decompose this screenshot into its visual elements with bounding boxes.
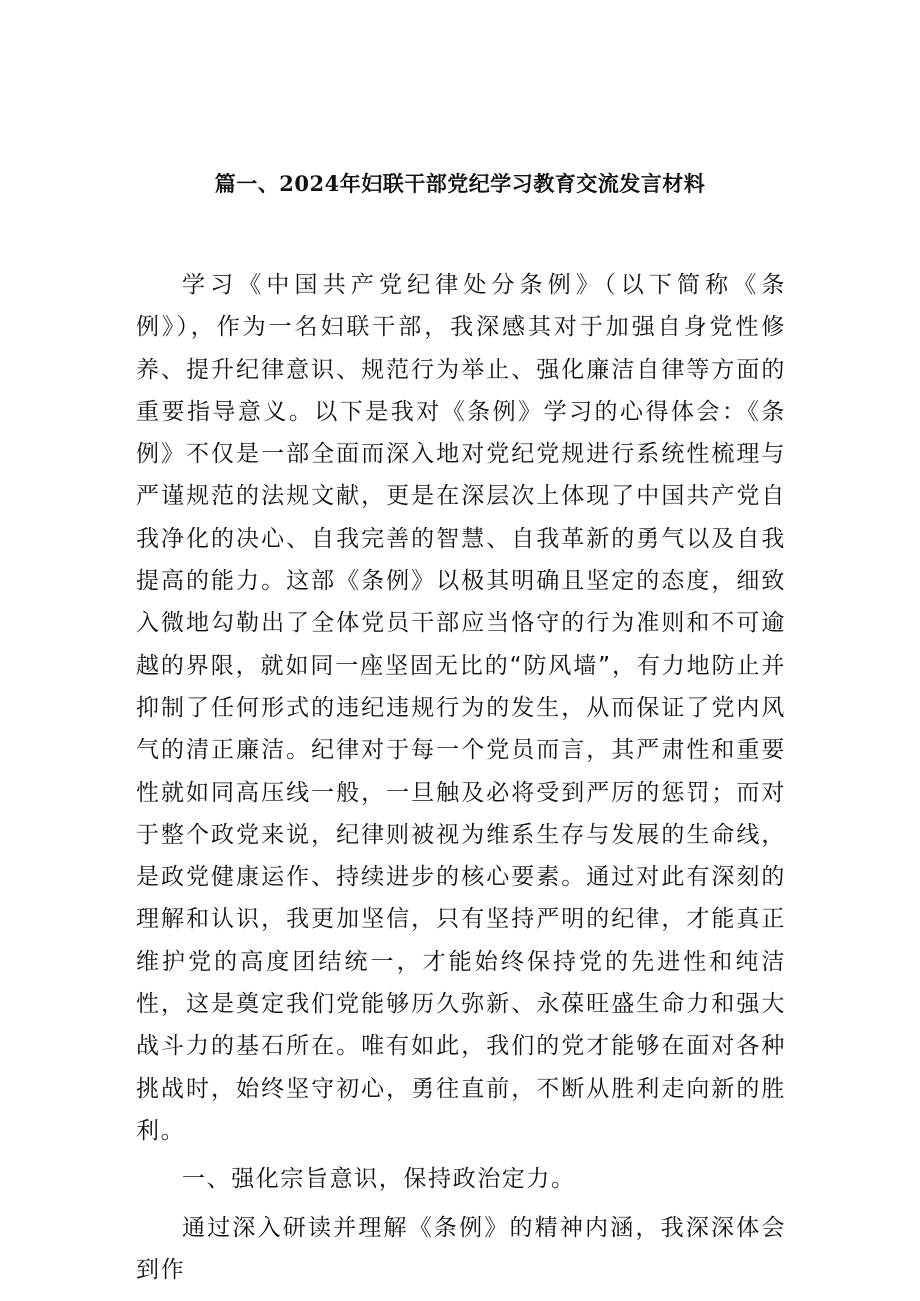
document-body bbox=[136, 264, 786, 1291]
document-title: 篇一、2024年妇联干部党纪学习教育交流发言材料 bbox=[214, 171, 706, 196]
body-paragraph-intro: 学习《中国共产党纪律处分条例》（以下简称《条例》），作为一名妇联干部，我深感其对于加强自身党性修养、提升纪律意识、规范行为举止、强化廉洁自律等方面的重要指导意义。以下是我对《条例》学习的心得体会：《条例》不仅是一部全面而深入地对党纪党规进行系统性梳理与严谨规范的法规文献，更是在深层次上体现了中国共产党自我净化的决心、自我完善的智慧、自我革新的勇气以及自我提高的能力。这部《条例》以极其明确且坚定的态度，细致入微地勾勒出了全体党员干部应当恪守的行为准则和不可逾越的界限，就如同一座坚固无比的“防风墙”，有力地防止并抑制了任何形式的违纪违规行为的发生，从而保证了党内风气的清正廉洁。纪律对于每一个党员而言，其严肃性和重要性就如同高压线一般，一旦触及必将受到严厉的惩罚；而对于整个政党来说，纪律则被视为维系生存与发展的生命线，是政党健康运作、持续进步的核心要素。通过对此有深刻的理解和认识，我更加坚信，只有坚持严明的纪律，才能真正维护党的高度团结统一，才能始终保持党的先进性和纯洁性，这是奠定我们党能够历久弥新、永葆旺盛生命力和强大战斗力的基石所在。唯有如此，我们的党才能够在面对各种挑战时，始终坚守初心，勇往直前，不断从胜利走向新的胜利。 bbox=[136, 272, 786, 1144]
section-heading-1: 一、强化宗旨意识，保持政治定力。 bbox=[182, 1166, 576, 1193]
body-paragraph-section-1: 通过深入研读并理解《条例》的精神内涵，我深深体会到作 bbox=[136, 1214, 786, 1283]
